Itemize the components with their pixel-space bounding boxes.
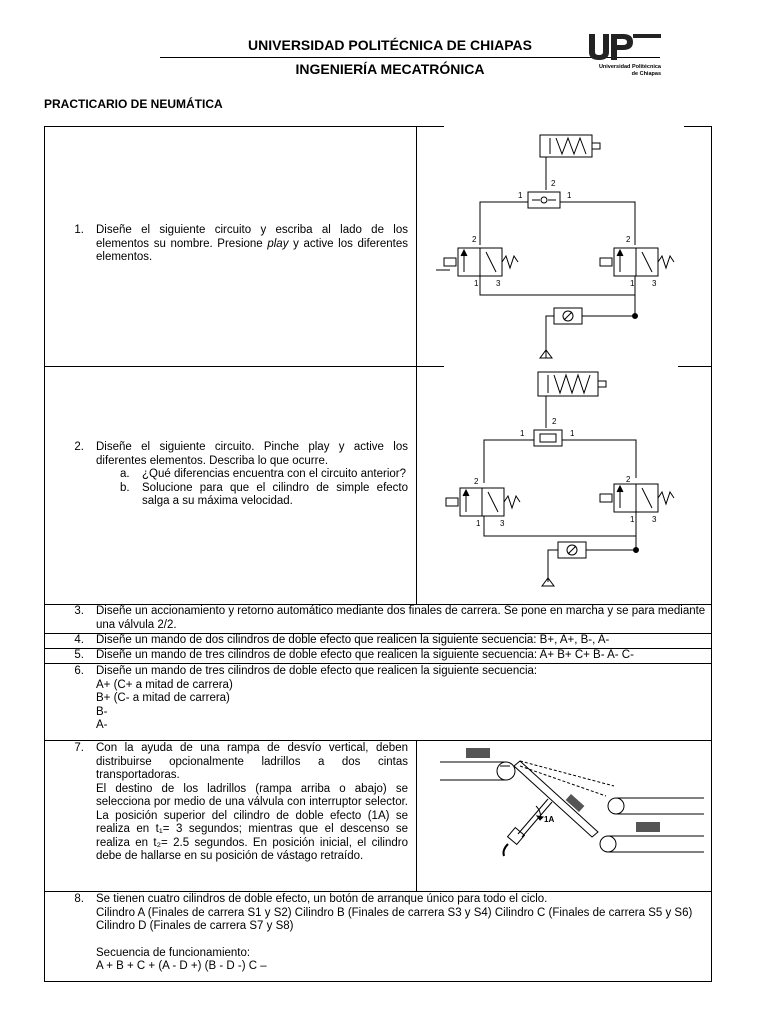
section-title: PRACTICARIO DE NEUMÁTICA bbox=[44, 97, 223, 111]
svg-text:de Chiapas: de Chiapas bbox=[631, 71, 661, 77]
exercise-5-text: Diseñe un mando de tres cilindros de doble efecto que realicen la siguiente secuencia: A+ B+ C+ B- A- C- bbox=[96, 649, 634, 661]
exercise-7-number: 7. bbox=[74, 742, 84, 754]
svg-text:1: 1 bbox=[570, 429, 575, 438]
svg-text:Universidad Politécnica: Universidad Politécnica bbox=[598, 64, 661, 70]
row-divider-7 bbox=[44, 891, 712, 892]
svg-text:2: 2 bbox=[551, 179, 556, 188]
col-divider-1-2 bbox=[416, 126, 417, 604]
svg-text:3: 3 bbox=[652, 515, 657, 524]
university-title: UNIVERSIDAD POLITÉCNICA DE CHIAPAS bbox=[248, 37, 532, 53]
exercise-3-text: Diseñe un accionamiento y retorno automático mediante dos finales de carrera. Se pone en marcha y se para mediante una válvula 2/2. bbox=[96, 605, 706, 631]
svg-text:1: 1 bbox=[476, 519, 481, 528]
exercise-2-sub-a: a. ¿Qué diferencias encuentra con el circuito anterior? bbox=[120, 468, 407, 480]
row-divider-1b bbox=[678, 366, 712, 367]
university-logo bbox=[585, 30, 665, 80]
program-title: INGENIERÍA MECATRÓNICA bbox=[295, 61, 485, 77]
svg-text:2: 2 bbox=[626, 475, 631, 484]
svg-text:2: 2 bbox=[472, 235, 477, 244]
pneumatic-circuit-2 bbox=[440, 368, 680, 594]
exercise-5-number: 5. bbox=[74, 649, 84, 661]
exercise-2-sub-b: b. Solucione para que el cilindro de simple efecto salga a su máxima velocidad. bbox=[120, 481, 408, 507]
col-divider-7 bbox=[416, 740, 417, 891]
svg-text:3: 3 bbox=[496, 279, 501, 288]
exercise-6-text: Diseñe un mando de tres cilindros de doble efecto que realicen la siguiente secuencia: A+ (C+ a mitad de carrera) B+ (C- a mitad de carrera) B- A- bbox=[96, 665, 538, 731]
exercise-7-text: Con la ayuda de una rampa de desvío vertical, deben distribuirse opcionalmente ladrillos a dos cintas transportadoras. El destino de los ladrillos (rampa arriba o abajo) se selecciona por medio de una válvula con interruptor selector. La posición superior del cilindro de doble efecto (1A) se realiza en t₁= 3 segundos; mientras que el descenso se realiza en t₂= 2.5 segundos. En posición inicial, el cilindro debe de hallarse en su posición de vástago retraído. bbox=[96, 742, 408, 862]
svg-text:1: 1 bbox=[630, 279, 635, 288]
svg-text:2: 2 bbox=[552, 417, 557, 426]
svg-text:3: 3 bbox=[500, 519, 505, 528]
exercise-1-text: Diseñe el siguiente circuito y escriba al lado de los elementos su nombre. Presione play y active los diferentes elementos. bbox=[96, 224, 409, 263]
exercise-4-number: 4. bbox=[74, 634, 84, 646]
svg-text:1: 1 bbox=[474, 279, 479, 288]
svg-text:1A: 1A bbox=[544, 815, 555, 824]
row-divider-5 bbox=[44, 663, 712, 664]
exercise-6-number: 6. bbox=[74, 665, 84, 677]
table-border-top-right bbox=[684, 126, 712, 127]
svg-text:1: 1 bbox=[518, 191, 523, 200]
svg-text:2: 2 bbox=[474, 477, 479, 486]
exercise-8-text: Se tienen cuatro cilindros de doble efecto, un botón de arranque único para todo el ciclo. Cilindro A (Finales de carrera S1 y S2) Cilindro B (Finales de carrera S3 y S4) Cilindro C (Finales de carrera S5 y S6) Cilindro D (Finales de carrera S7 y S8) Secuencia de funcionamiento: A + B + C + (A - D +) (B - D -) C – bbox=[96, 893, 693, 972]
svg-text:1: 1 bbox=[567, 191, 572, 200]
svg-text:3: 3 bbox=[652, 279, 657, 288]
pneumatic-circuit-1 bbox=[430, 130, 680, 366]
exercise-1-number: 1. bbox=[74, 224, 84, 236]
svg-text:1: 1 bbox=[520, 429, 525, 438]
exercise-4-text: Diseñe un mando de dos cilindros de doble efecto que realicen la siguiente secuencia: B+, A+, B-, A- bbox=[96, 634, 610, 646]
row-divider-1 bbox=[44, 366, 444, 367]
svg-text:1: 1 bbox=[630, 515, 635, 524]
exercise-8-number: 8. bbox=[74, 893, 84, 905]
table-border-left bbox=[44, 126, 45, 982]
row-divider-6 bbox=[44, 740, 712, 741]
table-border-top-left bbox=[44, 126, 444, 127]
table-border-right bbox=[711, 126, 712, 982]
exercise-2-text: Diseñe el siguiente circuito. Pinche play y active los diferentes elementos. Describa lo que ocurre. a. ¿Qué diferencias encuentra con el circuito anterior? b. Solucione para que el cilindro de simple efecto salga a su máxima velocidad. bbox=[96, 441, 408, 507]
exercise-2-number: 2. bbox=[74, 441, 84, 453]
ramp-conveyor-figure bbox=[436, 744, 706, 889]
svg-text:2: 2 bbox=[626, 235, 631, 244]
table-border-bottom bbox=[44, 981, 712, 982]
exercise-3-number: 3. bbox=[74, 605, 84, 617]
